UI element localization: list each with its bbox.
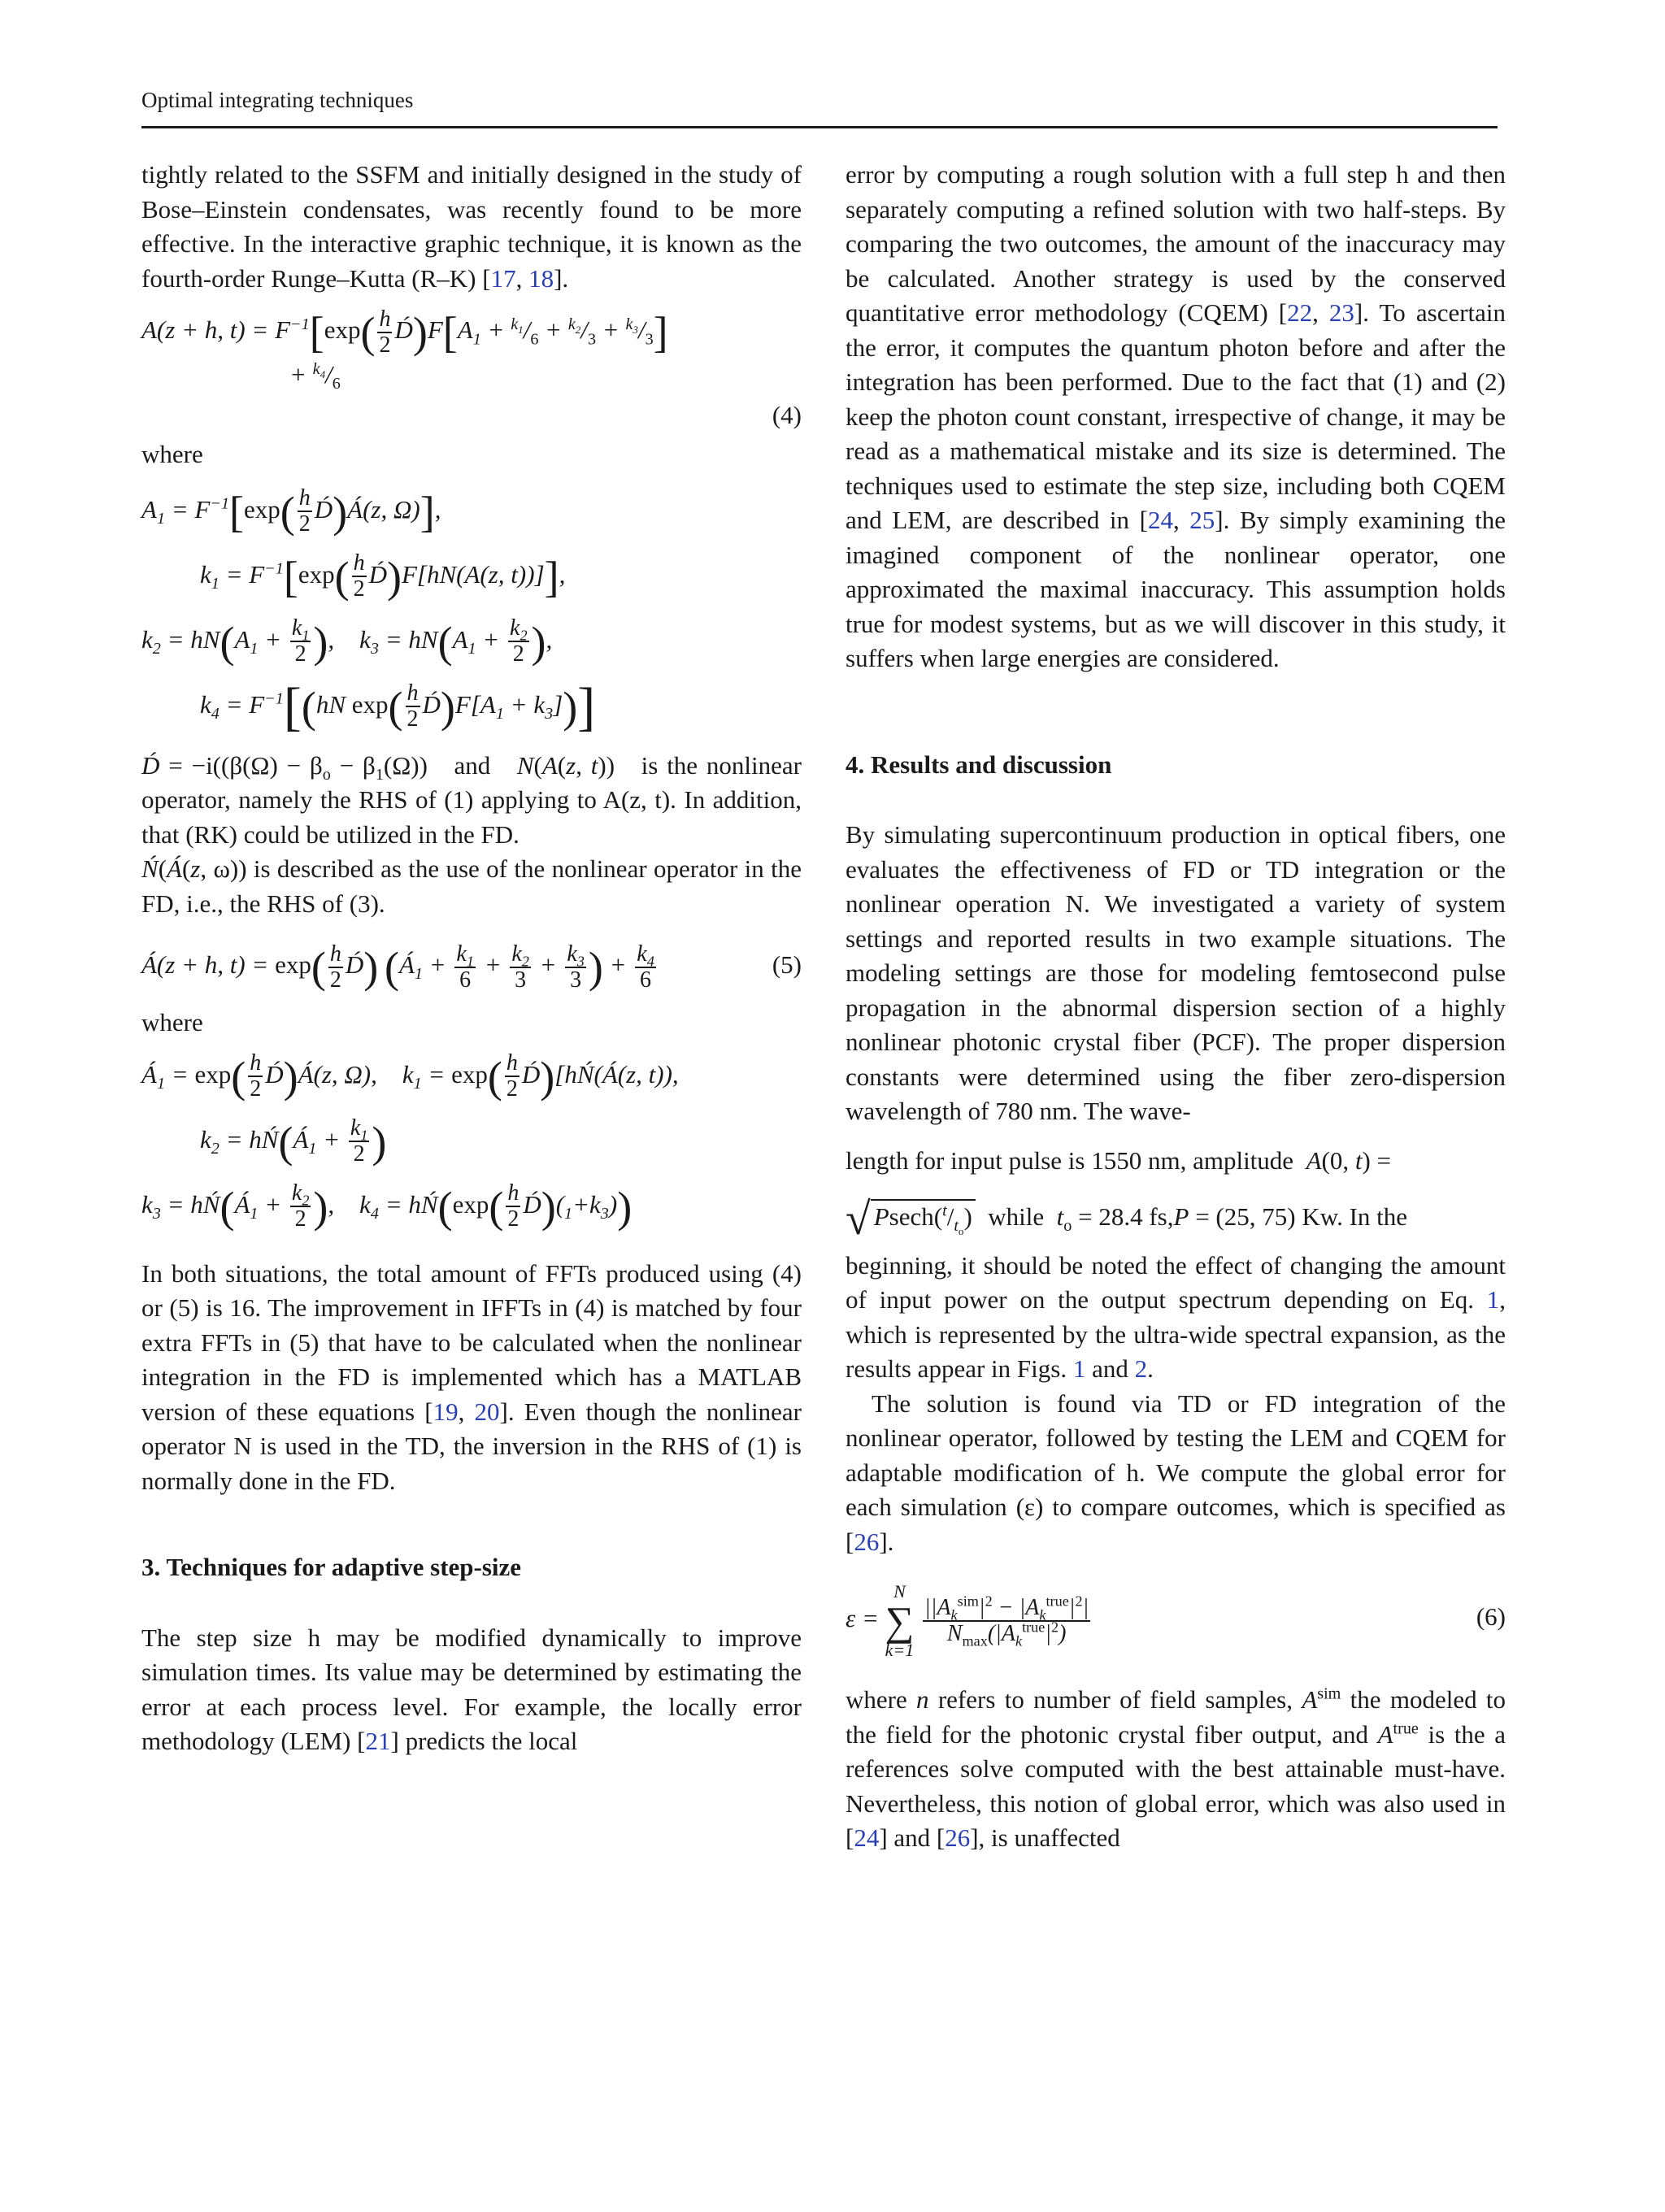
paragraph: where n refers to number of field samples, $A^{sim}$ the modeled to the field for the photonic crystal fiber output, and $A^{true}$ is the a references solve computed with the best attainable must-have. Nevertheless, this notion of global error, which was also used in [24] and [26], is unaffected (846, 1685, 1506, 1853)
equation-4: A(z + h, $t) = F^{-1}[\exp$( $\frac{h}{2}$ $D́)F[A_1 + ^{k_1}/_6 + ^{k_2}/_3 + ^{k_3}/_3]$ + $^{k_4}/_6$ (4) (141, 307, 802, 429)
text: ]. To ascertain the error, it computes the quantum photon before and after the integration has been performed. Due to the fact that (1) and (2) keep the photon count constant, irrespective of change, it may be read as a mathematical mistake and its size is determined. The techniques used to estimate the step size, including both CQEM and LEM, are described in [ (846, 298, 1506, 534)
header-rule (141, 126, 1498, 128)
citation-link[interactable]: 26 (945, 1823, 971, 1853)
paragraph: Ń(Á(z, ω)) is described as the use of the nonlinear operator in the FD, i.e., the RHS of (3). (141, 854, 802, 918)
paragraph (141, 1257, 802, 1499)
section-heading: 4. Results and discussion (846, 750, 1112, 779)
text: , (1312, 298, 1329, 327)
text: By simulating supercontinuum production in optical fibers, one evaluates the effectiveness of FD or TD integration or the nonlinear operation N. We investigated a variety of system settings and reported results in two example situations. The modeling settings are those for modeling femtosecond pulse propagation in the abnormal dispersion section of a highly nonlinear photonic crystal fiber (PCF). The proper dispersion constants were determined using the fiber zero-dispersion wavelength of 780 nm. The wave- (846, 820, 1506, 1125)
text: while (988, 1202, 1045, 1231)
citation-link[interactable]: 19 (433, 1397, 459, 1426)
text: , (515, 263, 529, 293)
text: , (1172, 506, 1190, 534)
text: ]. (879, 1527, 894, 1556)
running-head: Optimal integrating techniques (141, 88, 414, 112)
paragraph: D́ = $-i((\beta(\Omega) - \beta_o - \beta_1(\Omega))$ and N(A(z, t)) is the nonlinear operator, namely the RHS of (1) applying to A(z, t). In addition, that (RK) could be utilized in the FD. (141, 750, 802, 849)
text: is described as the use of the nonlinear operator in the FD, i.e., the RHS of (3). (141, 854, 802, 918)
text: where (846, 1685, 917, 1714)
section-heading: 3. Techniques for adaptive step-size (141, 1553, 522, 1581)
equation-6: ε = N ∑ k=1 $\frac{||A_k^{sim}|^2 - |A_k^{true}|^2|}{N_{max}(|A_k^{true}|^2)}$ (6) (846, 1581, 1506, 1661)
text: ] predicts the local (390, 1727, 578, 1755)
paragraph: length for input pulse is 1550 nm, amplitude A(0, t) = (846, 1145, 1392, 1175)
citation-link[interactable]: 24 (1147, 506, 1173, 534)
citation-link[interactable]: 22 (1287, 298, 1313, 327)
equation-number: (4) (772, 401, 802, 429)
text: ]. (554, 263, 569, 293)
paragraph (846, 1249, 1506, 1387)
text: = (25, 75) Kw. In the (1195, 1202, 1408, 1231)
paragraph: √ $Psech(^t/_{t_o})$ while $t_o = 28.4$ fs,P = (25, 75) Kw. In the (846, 1193, 1408, 1245)
text: . (1147, 1354, 1154, 1384)
text: ] and [ (879, 1823, 946, 1853)
paragraph (141, 1621, 802, 1759)
citation-link[interactable]: 23 (1328, 298, 1354, 327)
citation-link[interactable]: 20 (474, 1397, 500, 1426)
equation-5: Á(z + h, t) = exp( $\frac{h}{2}$ D́) ($Á_1$ + $\frac{k_1}{6}$ + $\frac{k_2}{3}$ + $\frac{k_3}{3}$ ) + $\frac{k_4}{6}$ (5) (141, 932, 802, 997)
equation-5-terms: $Á_1 = \exp$( $\frac{h}{2}$ D́)Á(z, Ω), $k_1 = \exp$( $\frac{h}{2}$ D́)[hŃ(Á(z, t)), $k_2$ = $hŃ(Á_1$ + $\frac{k_1}{2}$ ) $k_3$ = $hŃ(Á_1$ + $\frac{k_2}{2}$ ), $k_4$ = hŃ(exp( $\frac{h}{2}$ $D́)(_1+k_3)$) (141, 1050, 679, 1232)
citation-link[interactable]: 24 (854, 1823, 880, 1853)
where-label: where (141, 440, 203, 468)
text: beginning, it should be noted the effect of changing the amount of input power on the output spectrum depending on Eq. (846, 1250, 1506, 1315)
right-column (846, 158, 1506, 1856)
text: The solution is found via TD or FD integration of the nonlinear operator, followed by testing the LEM and CQEM for adaptable modification of h. We compute the global error for each simulation (ε) to compare outcomes, which is specified as [ (846, 1388, 1506, 1556)
text: error by computing a rough solution with a full step h and then separately computing a refined solution with two half-steps. By comparing the two outcomes, the amount of the inaccuracy may be calculated. Another strategy is used by the conserved quantitative error methodology (CQEM) [ (846, 160, 1506, 327)
text: is the nonlinear operator, namely the RHS of (1) applying to A(z, t). In addition, that (RK) could be utilized in the FD. (141, 750, 802, 849)
paragraph (846, 818, 1506, 1129)
paragraph (846, 158, 1506, 676)
text: ], is unaffected (970, 1823, 1120, 1853)
text: ]. Even though the nonlinear operator N is used in the TD, the inversion in the RHS of (1) is normally done in the FD. (141, 1397, 802, 1495)
text: In both situations, the total amount of FFTs produced using (4) or (5) is 16. The improvement in IFFTs in (4) is matched by four extra FFTs in (5) that have to be calculated when the nonlinear integration in the FD is implemented which has a MATLAB version of these equations [ (141, 1258, 802, 1426)
figure-link[interactable]: 2 (1134, 1354, 1148, 1384)
paragraph (846, 1387, 1506, 1560)
equation-4-terms: $A_1 = F^{-1}[\exp$( $\frac{h}{2}$ D́)Á(z, Ω)], $k_1 = F^{-1}[\exp$( $\frac{h}{2}$ D́)F[hN(A(z, t))]], $k_2 = hN(A_1$ + $\frac{k_1}{2}$ ), $k_3 = hN(A_1$ + $\frac{k_2}{2}$ ), $k_4 = F^{-1}[(hN$ exp( $\frac{h}{2}$ $D́)F[A_1 + k_3]$)] (141, 485, 596, 737)
equation-number: (6) (1476, 1602, 1506, 1632)
text: = 28.4 fs, (1078, 1202, 1174, 1231)
figure-link[interactable]: 1 (1072, 1354, 1086, 1384)
text: is the a references solve computed with the best attainable must-have. Nevertheless, this notion of global error, which was also used in [ (846, 1719, 1506, 1853)
citation-link[interactable]: 17 (490, 263, 516, 293)
paragraph (141, 158, 802, 296)
text: the modeled to the field for the photonic crystal fiber output, and (846, 1685, 1506, 1749)
citation-link[interactable]: 26 (854, 1527, 880, 1556)
equation-number: (5) (772, 950, 802, 979)
text: and (1085, 1354, 1135, 1384)
text: refers to number of field samples, (928, 1685, 1302, 1714)
citation-link[interactable]: 25 (1189, 506, 1215, 534)
text: tightly related to the SSFM and initially designed in the study of Bose–Einstein condensates, was recently found to be more effective. In the interactive graphic technique, it is known as the fourth-order Runge–Kutta (R–K) [ (141, 160, 802, 293)
text: , (458, 1397, 475, 1426)
equation-link[interactable]: 1 (1486, 1285, 1500, 1315)
text: , which is represented by the ultra-wide spectral expansion, as the results appear in Figs. (846, 1285, 1506, 1384)
text: The step size h may be modified dynamically to improve simulation times. Its value may be determined by estimating the error at each process level. For example, the locally error methodology (LEM) [ (141, 1623, 802, 1755)
left-column (141, 158, 802, 1759)
text: ]. By simply examining the imagined component of the nonlinear operator, one approximated the maximal inaccuracy. This assumption holds true for modest systems, but as we will discover in this study, it suffers when large energies are considered. (846, 506, 1506, 672)
citation-link[interactable]: 18 (528, 263, 554, 293)
citation-link[interactable]: 21 (365, 1727, 391, 1755)
text: length for input pulse is 1550 nm, amplitude (846, 1145, 1294, 1175)
where-label: where (141, 1008, 203, 1036)
